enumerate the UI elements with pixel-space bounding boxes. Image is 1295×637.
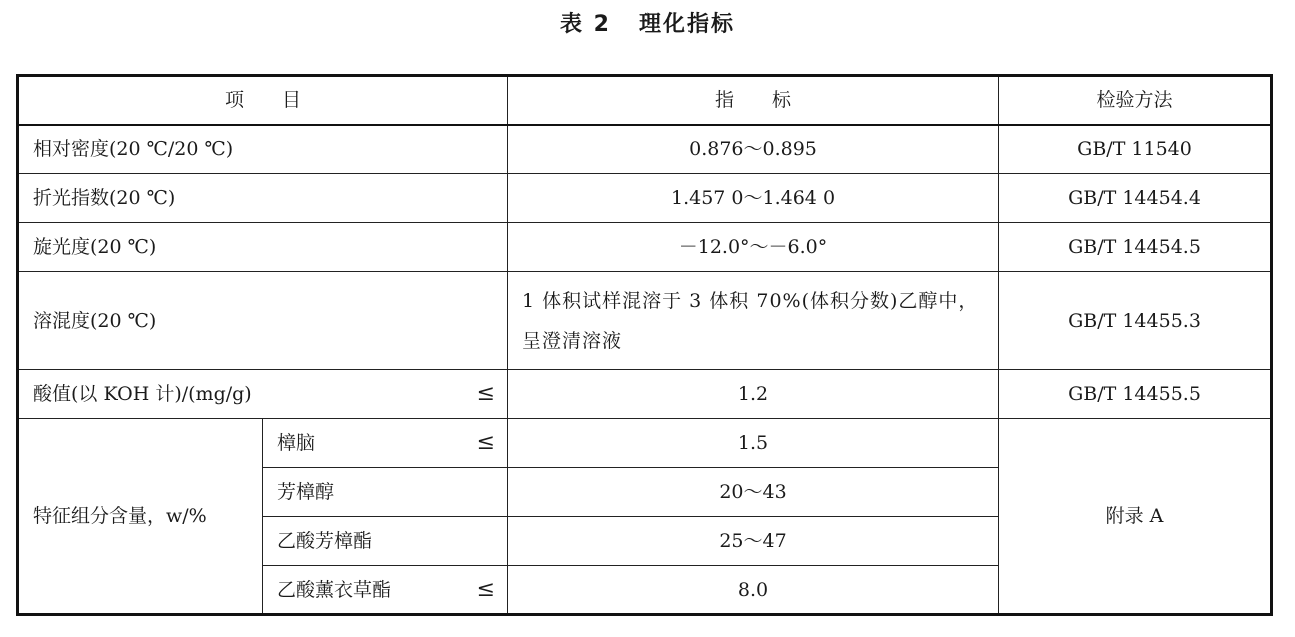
row-spec: －12.0°～－6.0° bbox=[508, 223, 999, 272]
row-item: 旋光度(20 ℃) bbox=[18, 223, 508, 272]
table-number: 表 2 bbox=[560, 12, 611, 37]
table-title bbox=[0, 8, 1295, 42]
less-equal-sign: ≤ bbox=[476, 576, 496, 602]
row-spec: 1 体积试样混溶于 3 体积 70%(体积分数)乙醇中，呈澄清溶液 bbox=[508, 272, 999, 370]
group-item-name: 樟脑 bbox=[277, 432, 316, 454]
row-method: GB/T 14455.5 bbox=[999, 370, 1272, 419]
group-item-name: 芳樟醇 bbox=[277, 481, 335, 503]
group-item-cell bbox=[263, 517, 508, 566]
specification-table bbox=[16, 74, 1273, 616]
row-method: GB/T 14455.3 bbox=[999, 272, 1272, 370]
row-item: 酸值(以 KOH 计)/(mg/g) bbox=[33, 383, 252, 405]
group-label: 特征组分含量，w/% bbox=[18, 419, 263, 615]
group-item-name: 乙酸薰衣草酯 bbox=[277, 578, 392, 601]
table-row bbox=[18, 419, 1272, 468]
row-spec: 0.876～0.895 bbox=[508, 125, 999, 174]
table-caption: 理化指标 bbox=[638, 12, 735, 37]
group-item-name: 乙酸芳樟酯 bbox=[277, 530, 373, 552]
table-row bbox=[18, 174, 1272, 223]
table-header-row bbox=[18, 76, 1272, 125]
table-row bbox=[18, 223, 1272, 272]
row-item: 溶混度(20 ℃) bbox=[18, 272, 508, 370]
row-item: 相对密度(20 ℃/20 ℃) bbox=[18, 125, 508, 174]
row-method: GB/T 11540 bbox=[999, 125, 1272, 174]
row-method: GB/T 14454.4 bbox=[999, 174, 1272, 223]
row-spec: 1.457 0～1.464 0 bbox=[508, 174, 999, 223]
group-method: 附录 A bbox=[999, 419, 1272, 615]
row-item-cell bbox=[18, 370, 508, 419]
table-row bbox=[18, 272, 1272, 370]
group-item-cell bbox=[263, 566, 508, 615]
less-equal-sign: ≤ bbox=[476, 430, 496, 455]
group-item-spec: 8.0 bbox=[508, 566, 999, 615]
group-item-cell bbox=[263, 468, 508, 517]
less-equal-sign: ≤ bbox=[476, 381, 496, 406]
group-item-spec: 1.5 bbox=[508, 419, 999, 468]
header-method: 检验方法 bbox=[999, 76, 1272, 125]
row-item: 折光指数(20 ℃) bbox=[18, 174, 508, 223]
header-item: 项 目 bbox=[18, 76, 508, 125]
group-item-cell bbox=[263, 419, 508, 468]
row-spec: 1.2 bbox=[508, 370, 999, 419]
table-row bbox=[18, 125, 1272, 174]
group-item-spec: 25～47 bbox=[508, 517, 999, 566]
header-spec: 指 标 bbox=[508, 76, 999, 125]
row-method: GB/T 14454.5 bbox=[999, 223, 1272, 272]
group-item-spec: 20～43 bbox=[508, 468, 999, 517]
table-row bbox=[18, 370, 1272, 419]
